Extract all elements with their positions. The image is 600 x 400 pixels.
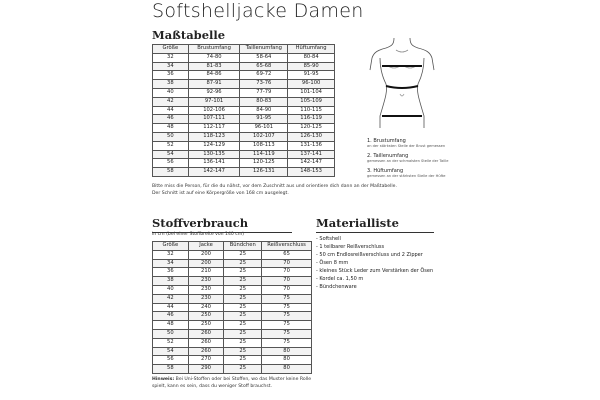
masstabelle-heading: Maßtabelle xyxy=(152,28,335,45)
table-cell: 102-107 xyxy=(240,132,288,141)
table-row xyxy=(153,365,312,374)
column-header: Jacke xyxy=(188,242,224,251)
table-cell: 260 xyxy=(188,329,224,338)
table-cell: 230 xyxy=(188,277,224,286)
table-cell: 58-64 xyxy=(240,53,288,62)
table-cell: 70 xyxy=(262,277,312,286)
table-cell: 118-123 xyxy=(188,132,240,141)
table-cell: 200 xyxy=(188,259,224,268)
hint-text: Bei Uni-Stoffen oder bei Stoffen, wo das Muster keine Rolle xyxy=(174,377,312,382)
table-cell: 58 xyxy=(153,365,189,374)
table-cell: 96-101 xyxy=(240,124,288,133)
table-row xyxy=(153,168,335,177)
table-row xyxy=(153,62,335,71)
hint-label: Hinweis: xyxy=(152,377,175,382)
table-cell: 91-95 xyxy=(288,71,335,80)
table-cell: 25 xyxy=(224,250,262,259)
table-cell: 92-96 xyxy=(188,88,240,97)
table-cell: 32 xyxy=(153,53,189,62)
legend-item-brust xyxy=(367,138,445,148)
stoffverbrauch-subheading: in cm (bei einer Stoffbreite von 140 cm) xyxy=(152,232,245,237)
table-row xyxy=(153,312,312,321)
table-cell: 114-119 xyxy=(240,150,288,159)
table-cell: 260 xyxy=(188,338,224,347)
table-row xyxy=(153,250,312,259)
table-cell: 48 xyxy=(153,321,189,330)
table-cell: 70 xyxy=(262,259,312,268)
table-row xyxy=(153,80,335,89)
table-cell: 69-72 xyxy=(240,71,288,80)
table-cell: 56 xyxy=(153,356,189,365)
table-cell: 48 xyxy=(153,124,189,133)
material-item: - Ösen 8 mm xyxy=(316,260,349,266)
table-cell: 38 xyxy=(153,277,189,286)
table-cell: 96-100 xyxy=(288,80,335,89)
table-row xyxy=(153,97,335,106)
legend-desc: gemessen an der schmalsten Stelle der Taille xyxy=(367,159,449,163)
table-row xyxy=(153,115,335,124)
table-cell: 148-153 xyxy=(288,168,335,177)
table-cell: 85-90 xyxy=(288,62,335,71)
table-cell: 102-106 xyxy=(188,106,240,115)
table-cell: 75 xyxy=(262,294,312,303)
table-cell: 46 xyxy=(153,312,189,321)
table-cell: 126-131 xyxy=(240,168,288,177)
table-cell: 126-130 xyxy=(288,132,335,141)
table-cell: 54 xyxy=(153,347,189,356)
legend-item-taille xyxy=(367,153,448,163)
table-cell: 25 xyxy=(224,259,262,268)
table-cell: 124-129 xyxy=(188,141,240,150)
table-cell: 75 xyxy=(262,338,312,347)
table-row xyxy=(153,124,335,133)
table-cell: 25 xyxy=(224,329,262,338)
table-cell: 136-141 xyxy=(188,159,240,168)
table-cell: 25 xyxy=(224,321,262,330)
table-row xyxy=(153,259,312,268)
legend-item-huefte xyxy=(367,168,445,178)
table-row xyxy=(153,285,312,294)
table-cell: 73-76 xyxy=(240,80,288,89)
table-cell: 70 xyxy=(262,268,312,277)
table-row xyxy=(153,268,312,277)
table-cell: 44 xyxy=(153,106,189,115)
table-cell: 142-147 xyxy=(188,168,240,177)
table-cell: 116-119 xyxy=(288,115,335,124)
column-header: Brustumfang xyxy=(188,45,240,54)
table-cell: 80 xyxy=(262,356,312,365)
table-cell: 34 xyxy=(153,62,189,71)
table-cell: 75 xyxy=(262,329,312,338)
table-cell: 25 xyxy=(224,303,262,312)
legend-title: 2. Taillenumfang xyxy=(367,153,409,159)
column-header: Größe xyxy=(153,45,189,54)
body-silhouette-icon xyxy=(366,36,438,128)
table-cell: 120-125 xyxy=(240,159,288,168)
legend-title: 1. Brustumfang xyxy=(367,138,406,144)
table-row xyxy=(153,347,312,356)
body-measurement-figure xyxy=(366,36,438,133)
table-row xyxy=(153,277,312,286)
table-cell: 81-83 xyxy=(188,62,240,71)
table-row xyxy=(153,150,335,159)
table-cell: 50 xyxy=(153,329,189,338)
masstabelle-note xyxy=(152,183,397,197)
table-cell: 290 xyxy=(188,365,224,374)
table-cell: 250 xyxy=(188,312,224,321)
note-line-2: Der Schnitt ist auf eine Körpergröße von 168 cm ausgelegt. xyxy=(152,191,289,196)
column-header: Hüftumfang xyxy=(288,45,335,54)
table-cell: 34 xyxy=(153,259,189,268)
table-cell: 200 xyxy=(188,250,224,259)
table-cell: 91-95 xyxy=(240,115,288,124)
table-cell: 75 xyxy=(262,321,312,330)
table-cell: 270 xyxy=(188,356,224,365)
table-row xyxy=(153,141,335,150)
note-line-1: Bitte miss die Person, für die du nähst, vor dem Zuschnitt aus und orientiere dich dann an der Maßtabelle. xyxy=(152,184,397,189)
table-cell: 80-83 xyxy=(240,97,288,106)
table-cell: 42 xyxy=(153,97,189,106)
legend-title: 3. Hüftumfang xyxy=(367,168,404,174)
table-cell: 105-109 xyxy=(288,97,335,106)
table-cell: 84-86 xyxy=(188,71,240,80)
table-cell: 80-84 xyxy=(288,53,335,62)
table-cell: 112-117 xyxy=(188,124,240,133)
table-cell: 36 xyxy=(153,268,189,277)
table-row xyxy=(153,338,312,347)
table-cell: 56 xyxy=(153,159,189,168)
table-row xyxy=(153,88,335,97)
masstabelle-table xyxy=(152,44,335,177)
table-cell: 107-111 xyxy=(188,115,240,124)
table-cell: 25 xyxy=(224,312,262,321)
table-cell: 80 xyxy=(262,365,312,374)
table-cell: 65-68 xyxy=(240,62,288,71)
table-row xyxy=(153,294,312,303)
table-row xyxy=(153,106,335,115)
table-cell: 250 xyxy=(188,321,224,330)
table-cell: 25 xyxy=(224,285,262,294)
table-cell: 230 xyxy=(188,294,224,303)
table-row xyxy=(153,159,335,168)
table-cell: 131-136 xyxy=(288,141,335,150)
table-row xyxy=(153,132,335,141)
table-cell: 40 xyxy=(153,285,189,294)
table-cell: 25 xyxy=(224,277,262,286)
table-cell: 110-115 xyxy=(288,106,335,115)
table-cell: 97-101 xyxy=(188,97,240,106)
table-cell: 25 xyxy=(224,268,262,277)
table-cell: 38 xyxy=(153,80,189,89)
table-cell: 87-91 xyxy=(188,80,240,89)
table-cell: 54 xyxy=(153,150,189,159)
table-cell: 25 xyxy=(224,365,262,374)
material-item: - kleines Stück Leder zum Verstärken der Ösen xyxy=(316,268,434,274)
stoffverbrauch-hint xyxy=(152,376,311,390)
table-cell: 75 xyxy=(262,303,312,312)
table-cell: 260 xyxy=(188,347,224,356)
table-cell: 84-90 xyxy=(240,106,288,115)
table-cell: 101-104 xyxy=(288,88,335,97)
table-cell: 74-80 xyxy=(188,53,240,62)
page-title: Softshelljacke Damen xyxy=(152,0,364,22)
table-cell: 137-141 xyxy=(288,150,335,159)
stoffverbrauch-table xyxy=(152,241,312,374)
table-row xyxy=(153,71,335,80)
table-cell: 52 xyxy=(153,338,189,347)
table-cell: 32 xyxy=(153,250,189,259)
table-cell: 25 xyxy=(224,347,262,356)
material-item: - 50 cm Endlosreißverschluss und 2 Zipper xyxy=(316,252,423,258)
column-header: Reißverschluss xyxy=(262,242,312,251)
material-item: - Kordel ca. 1,50 m xyxy=(316,276,364,282)
table-cell: 44 xyxy=(153,303,189,312)
table-cell: 52 xyxy=(153,141,189,150)
hint-line-2: spielt, kann es sein, dass du weniger Stoff brauchst. xyxy=(152,384,272,389)
table-row xyxy=(153,356,312,365)
table-cell: 40 xyxy=(153,88,189,97)
table-cell: 50 xyxy=(153,132,189,141)
material-item: - Bündchenware xyxy=(316,284,357,290)
table-cell: 36 xyxy=(153,71,189,80)
table-row xyxy=(153,321,312,330)
table-cell: 65 xyxy=(262,250,312,259)
table-cell: 108-113 xyxy=(240,141,288,150)
table-cell: 75 xyxy=(262,312,312,321)
column-header: Bündchen xyxy=(224,242,262,251)
legend-desc: gemessen an der stärksten Stelle der Hüfte xyxy=(367,174,446,178)
table-cell: 25 xyxy=(224,294,262,303)
table-cell: 230 xyxy=(188,285,224,294)
table-cell: 25 xyxy=(224,338,262,347)
table-row xyxy=(153,303,312,312)
stoffverbrauch-heading: Stoffverbrauch xyxy=(152,216,292,233)
table-cell: 210 xyxy=(188,268,224,277)
table-cell: 130-135 xyxy=(188,150,240,159)
column-header: Größe xyxy=(153,242,189,251)
materialliste-list xyxy=(316,235,433,291)
table-cell: 42 xyxy=(153,294,189,303)
table-cell: 25 xyxy=(224,356,262,365)
table-cell: 46 xyxy=(153,115,189,124)
table-row xyxy=(153,329,312,338)
table-row xyxy=(153,53,335,62)
material-item: - Softshell xyxy=(316,236,341,242)
table-cell: 120-125 xyxy=(288,124,335,133)
table-cell: 77-79 xyxy=(240,88,288,97)
legend-desc: an der stärksten Stelle der Brust gemessen xyxy=(367,144,446,148)
table-cell: 240 xyxy=(188,303,224,312)
column-header: Taillenumfang xyxy=(240,45,288,54)
table-cell: 142-147 xyxy=(288,159,335,168)
material-item: - 1 teilbarer Reißverschluss xyxy=(316,244,385,250)
table-cell: 58 xyxy=(153,168,189,177)
table-cell: 80 xyxy=(262,347,312,356)
table-cell: 70 xyxy=(262,285,312,294)
materialliste-heading: Materialliste xyxy=(316,216,434,233)
